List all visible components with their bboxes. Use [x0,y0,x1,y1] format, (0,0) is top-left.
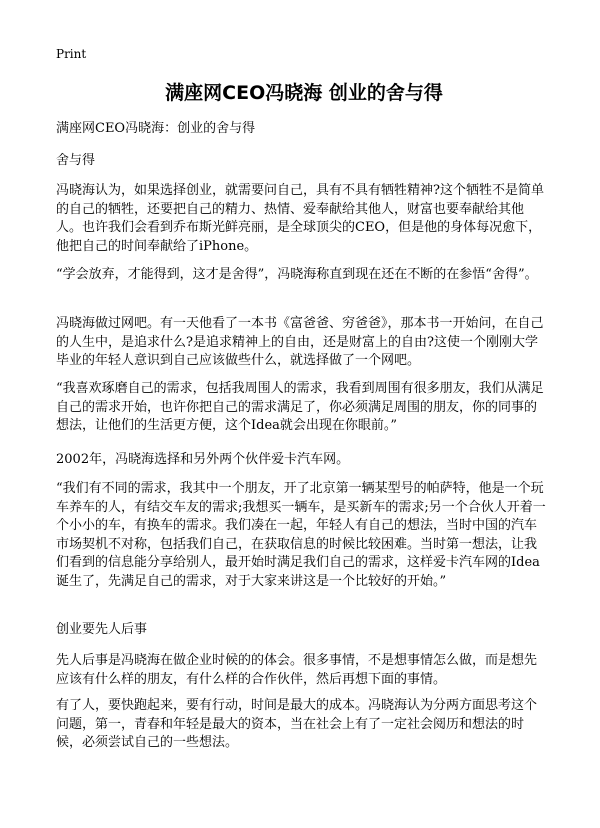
paragraph-internet-cafe: 冯晓海做过网吧。有一天他看了一本书《富爸爸、穷爸爸》，那本书一开始问，在自己的人生中，是追求什么?是追求精神上的自由，还是财富上的自由?这使一个刚刚大学毕业的年轻人意识到自己应该做些什么，就选择做了一个网吧。 [56,316,544,368]
paragraph-people-first: 先人后事是冯晓海在做企业时候的的体会。很多事情，不是想事情怎么做，而是想先应该有什么样的朋友，有什么样的合作伙伴，然后再想下面的事情。 [56,653,538,687]
print-label[interactable]: Print [56,47,87,61]
paragraph-quote-letting-go: “学会放弃，才能得到，这才是舍得”，冯晓海称直到现在还在不断的在参悟“舍得”。 [56,267,538,282]
paragraph-quote-partners: “我们有不同的需求，我其中一个朋友，开了北京第一辆某型号的帕萨特，他是一个玩车养车的人，有结交车友的需求;我想买一辆车，是买新车的需求;另一个合伙人开着一个小小的车，有换车的需求。我们凑在一起，年轻人有自己的想法，当时中国的汽车市场契机不对称，包括我们自己，在获取信息的时候比较困难。当时第一想法，让我们看到的信息能分享给别人，最开始时满足我们自己的需求，这样爱卡汽车网的Idea诞生了，先满足自己的需求，对于大家来讲这是一个比较好的开始。” [56,481,546,589]
paragraph-quote-needs: “我喜欢琢磨自己的需求，包括我周围人的需求，我看到周围有很多朋友，我们从满足自己的需求开始，也许你把自己的需求满足了，你必须满足周围的朋友，你的同事的想法，让他们的生活更方便，这个Idea就会出现在你眼前。” [56,381,544,433]
paragraph-2002: 2002年，冯晓海选择和另外两个伙伴爱卡汽车网。 [56,452,350,467]
section-heading-people-first: 创业要先人后事 [56,622,148,637]
article-title: 满座网CEO冯晓海 创业的舍与得 [165,82,443,104]
paragraph-sacrifice: 冯晓海认为，如果选择创业，就需要问自己，具有不具有牺牲精神?这个牺牲不是简单的自己的牺牲，还要把自己的精力、热情、爱奉献给其他人，财富也要奉献给其他人。也许我们会看到乔布斯光鲜亮丽，是全球顶尖的CEO，但是他的身体每况愈下，他把自己的时间奉献给了iPhone。 [56,183,544,254]
section-heading-she-yu-de: 舍与得 [56,153,96,168]
paragraph-act-fast: 有了人，要快跑起来，要有行动，时间是最大的成本。冯晓海认为分两方面思考这个问题，第一，青春和年轻是最大的资本，当在社会上有了一定社会阅历和想法的时候，必须尝试自己的一些想法。 [56,698,538,750]
article-subtitle: 满座网CEO冯晓海：创业的舍与得 [56,121,256,136]
